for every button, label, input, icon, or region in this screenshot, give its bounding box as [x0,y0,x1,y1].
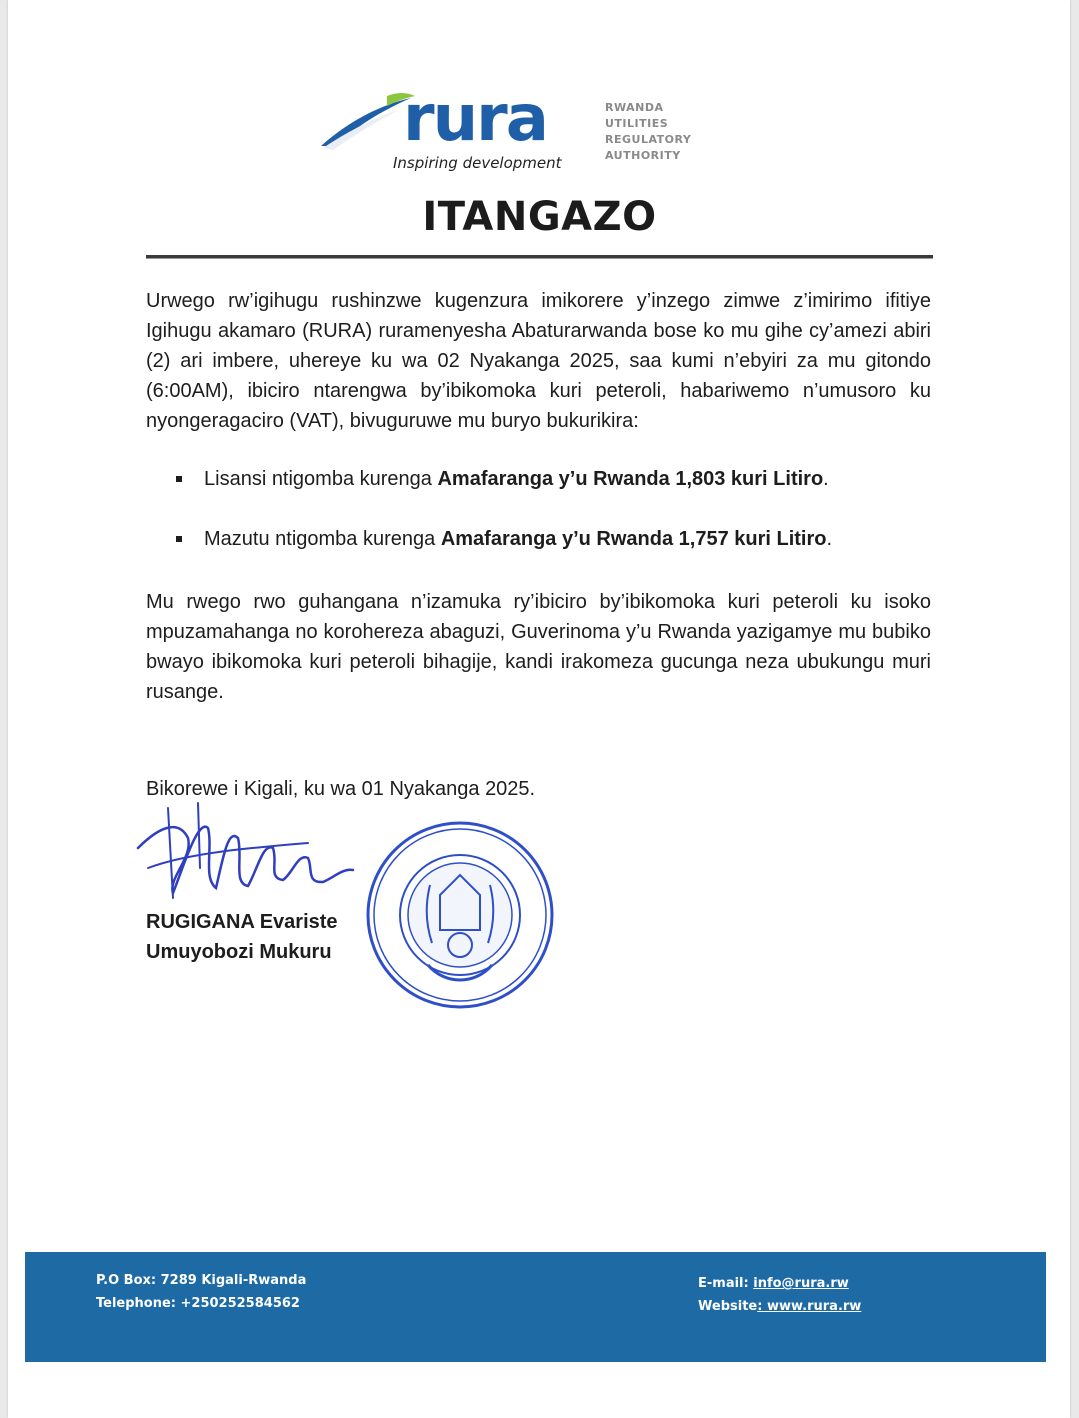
bullet-text: Lisansi ntigomba kurenga [204,468,438,490]
bullet-suffix: . [826,528,833,550]
logo-word: rura [403,82,547,156]
rura-logo [313,82,713,180]
footer-pobox: P.O Box: 7289 Kigali-Rwanda [96,1273,307,1288]
intro-paragraph: Urwego rw’igihugu rushinzwe kugenzura imikorere y’inzego zimwe z’imirimo ifitiye Igihugu akamaro (RURA) ruramenyesha Abaturarwanda bose ko mu gihe cy’amezi abiri (2) ari imbere, uhereye ku wa 02 Nyakanga 2025, saa kumi n’ebyiri za mu gitondo (6:00AM), ibiciro ntarengwa by’ibikomoka kuri peteroli, habariwemo n’umusoro ku nyongeragaciro (VAT), bivuguruwe mu buryo bukurikira: [146,290,931,432]
signatory-name: RUGIGANA Evariste [146,911,338,933]
signatory-role: Umuyobozi Mukuru [146,941,332,963]
authority-line: REGULATORY [605,133,692,146]
footer-website-link[interactable]: : www.rura.rw [757,1299,862,1314]
authority-line: RWANDA [605,101,664,114]
footer-website-label: Website [698,1299,758,1314]
logo-tagline: Inspiring development [393,154,562,172]
bullet-text: Mazutu ntigomba kurenga [204,528,441,550]
title-underline [146,255,933,259]
bullet-icon [176,536,182,542]
bullet-suffix: . [823,468,829,490]
footer-email-row [698,1272,861,1295]
footer-contact-left [96,1269,306,1315]
bullet-item-petrol [176,468,829,491]
document-title: ITANGAZO [422,194,657,240]
signed-place-date: Bikorewe i Kigali, ku wa 01 Nyakanga 2025. [146,778,536,800]
closing-paragraph: Mu rwego rwo guhangana n’izamuka ry’ibiciro by’ibikomoka kuri peteroli ku isoko mpuzamahanga no korohereza abaguzi, Guverinoma y’u Rwanda yazigamye mu bubiko bwayo ibikomoka kuri peteroli bihagije, kandi irakomeza gucunga neza ubukungu muri rusange. [146,591,931,703]
footer-contact-right [698,1272,861,1318]
footer-band [25,1252,1046,1362]
official-stamp [360,815,560,1015]
logo-authority-text [605,100,691,164]
handwritten-signature [128,798,388,908]
bullet-icon [176,476,182,482]
authority-line: AUTHORITY [605,149,681,162]
footer-telephone: Telephone: +250252584562 [96,1296,300,1311]
bullet-bold-text: Amafaranga y’u Rwanda 1,757 kuri Litiro [440,528,827,550]
bullet-bold-text: Amafaranga y’u Rwanda 1,803 kuri Litiro [437,468,824,490]
footer-email-label: E-mail: [698,1276,754,1291]
footer-email-link[interactable]: info@rura.rw [753,1276,849,1291]
bullet-item-diesel [176,528,832,551]
footer-website-row [698,1295,861,1318]
signatory [146,907,338,967]
authority-line: UTILITIES [605,117,669,130]
